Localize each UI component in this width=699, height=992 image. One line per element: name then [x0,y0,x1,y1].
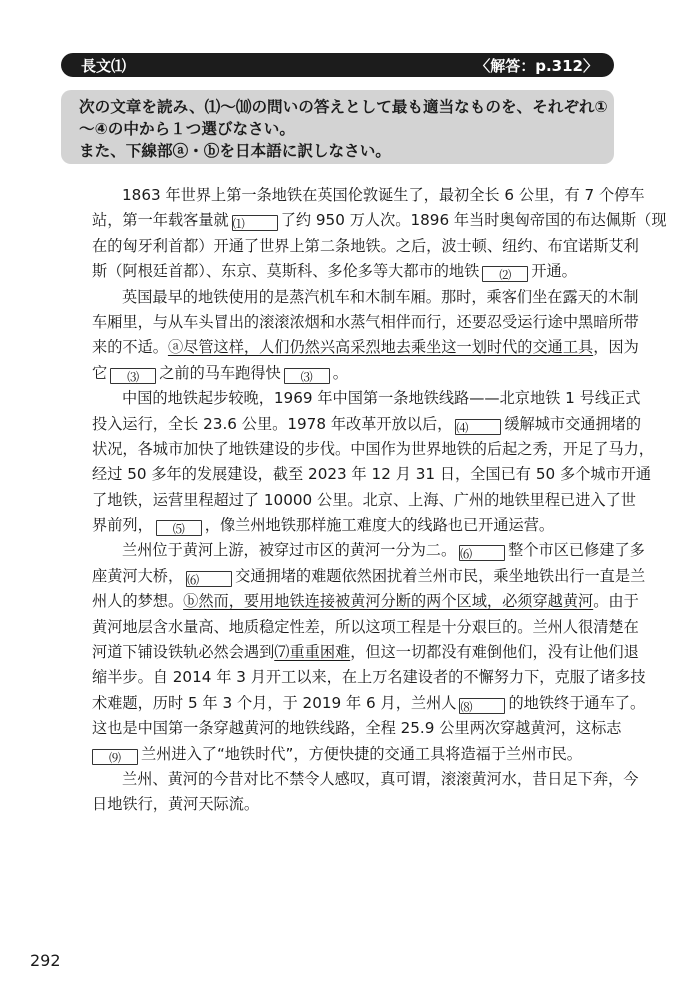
passage-line: 投入运行，全长 23.6 公里。1978 年改革开放以后， ⑷ 缓解城市交通拥堵的 [92,414,642,435]
underlined-phrase-b: ⓑ然而，要用地铁连接被黄河分断的两个区域，必须穿越黄河 [183,592,594,611]
answer-blank-4: ⑷ [455,419,501,435]
answer-blank-3a: ⑶ [110,368,156,384]
passage-line: 日地铁行，黄河天际流。 [92,795,260,814]
answer-blank-6a: ⑹ [459,545,505,561]
instruction-line: また、下線部ⓐ・ⓑを日本語に訳しなさい。 [79,142,391,160]
passage-line: 在的匈牙利首都）开通了世界上第二条地铁。之后，波士顿、纽约、布宜诺斯艾利 [92,236,639,255]
answer-page-reference: 〈解答：p.312〉 [475,56,598,75]
instruction-box [61,90,614,164]
underlined-phrase-7: ⑺重重困难 [274,643,351,662]
passage-line: 兰州位于黄河上游，被穿过市区的黄河一分为二。 ⑹ 整个市区已修建了多 [122,541,645,562]
passage-line: 黄河地层含水量高、地质稳定性差，所以这项工程是十分艰巨的。兰州人很清楚在 [92,617,639,636]
passage-line: 缩半步。自 2014 年 3 月开工以来，在上万名建设者的不懈努力下，克服了诸多技 [92,668,646,687]
passage-line: ⑼ 兰州进入了“地铁时代”，方便快捷的交通工具将造福于兰州市民。 [92,742,615,767]
answer-blank-2: ⑵ [482,266,528,282]
answer-blank-5: ⑸ [156,520,202,536]
answer-blank-9: ⑼ [92,749,138,765]
passage-line: 座黄河大桥， ⑹ 交通拥堵的难题依然困扰着兰州市民，乘坐地铁出行一直是兰 [92,566,646,587]
passage-line: 斯（阿根廷首都）、东京、莫斯科、多伦多等大都市的地铁 ⑵ 开通。 [92,262,577,283]
section-title: 長文⑴ [81,56,127,75]
reading-passage [92,183,667,818]
passage-line: 这也是中国第一条穿越黄河的地铁线路，全程 25.9 公里两次穿越黄河，这标志 [92,719,622,738]
passage-line: 它 ⑶ 之前的马车跑得快 ⑶ 。 [92,363,348,384]
section-header-bar [61,53,614,77]
passage-line: 中国的地铁起步较晚，1969 年中国第一条地铁线路——北京地铁 1 号线正式 [122,389,641,408]
passage-line: 站，第一年载客量就 ⑴ 了约 950 万人次。1896 年当时奥匈帝国的布达佩斯（现 [92,211,667,232]
passage-line: 来的不适。ⓐ尽管这样，人们仍然兴高采烈地去乘坐这一划时代的交通工具，因为 [92,338,639,357]
underlined-phrase-a: ⓐ尽管这样，人们仍然兴高采烈地去乘坐这一划时代的交通工具 [167,338,594,357]
passage-line: 术难题，历时 5 年 3 个月，于 2019 年 6 月，兰州人 ⑻ 的地铁终于通车了。 [92,693,646,714]
passage-line: 1863 年世界上第一条地铁在英国伦敦诞生了，最初全长 6 公里，有 7 个停车 [122,186,645,204]
instruction-line: 次の文章を読み、⑴〜⑽の問いの答えとして最も適当なものを、それぞれ① [79,98,608,116]
passage-line: 河道下铺设铁轨必然会遇到⑺重重困难，但这一切都没有难倒他们，没有让他们退 [92,643,639,662]
answer-blank-1: ⑴ [232,215,278,231]
answer-blank-8: ⑻ [459,698,505,714]
passage-line: 英国最早的地铁使用的是蒸汽机车和木制车厢。那时，乘客们坐在露天的木制 [122,287,639,306]
passage-line: 状况，各城市加快了地铁建设的步伐。中国作为世界地铁的后起之秀，开足了马力， [92,439,654,458]
page-number: 292 [30,951,61,970]
passage-line: 界前列， ⑸ ，像兰州地铁那样施工难度大的线路也已开通运营。 [92,516,555,537]
passage-line: 经过 50 多年的发展建设，截至 2023 年 12 月 31 日，全国已有 50 多个城市开通 [92,465,652,484]
passage-line: 兰州、黄河的今昔对比不禁令人感叹，真可谓，滚滚黄河水，昔日足下奔，今 [122,769,639,788]
answer-blank-6b: ⑹ [186,571,232,587]
answer-blank-3b: ⑶ [284,368,330,384]
passage-line: 州人的梦想。ⓑ然而，要用地铁连接被黄河分断的两个区域，必须穿越黄河。由于 [92,592,639,611]
passage-line: 了地铁，运营里程超过了 10000 公里。北京、上海、广州的地铁里程已进入了世 [92,490,636,509]
instruction-line: 〜④の中から１つ選びなさい。 [79,120,295,138]
passage-line: 车厢里，与从车头冒出的滚滚浓烟和水蒸气相伴而行，还要忍受运行途中黑暗所带 [92,312,639,331]
